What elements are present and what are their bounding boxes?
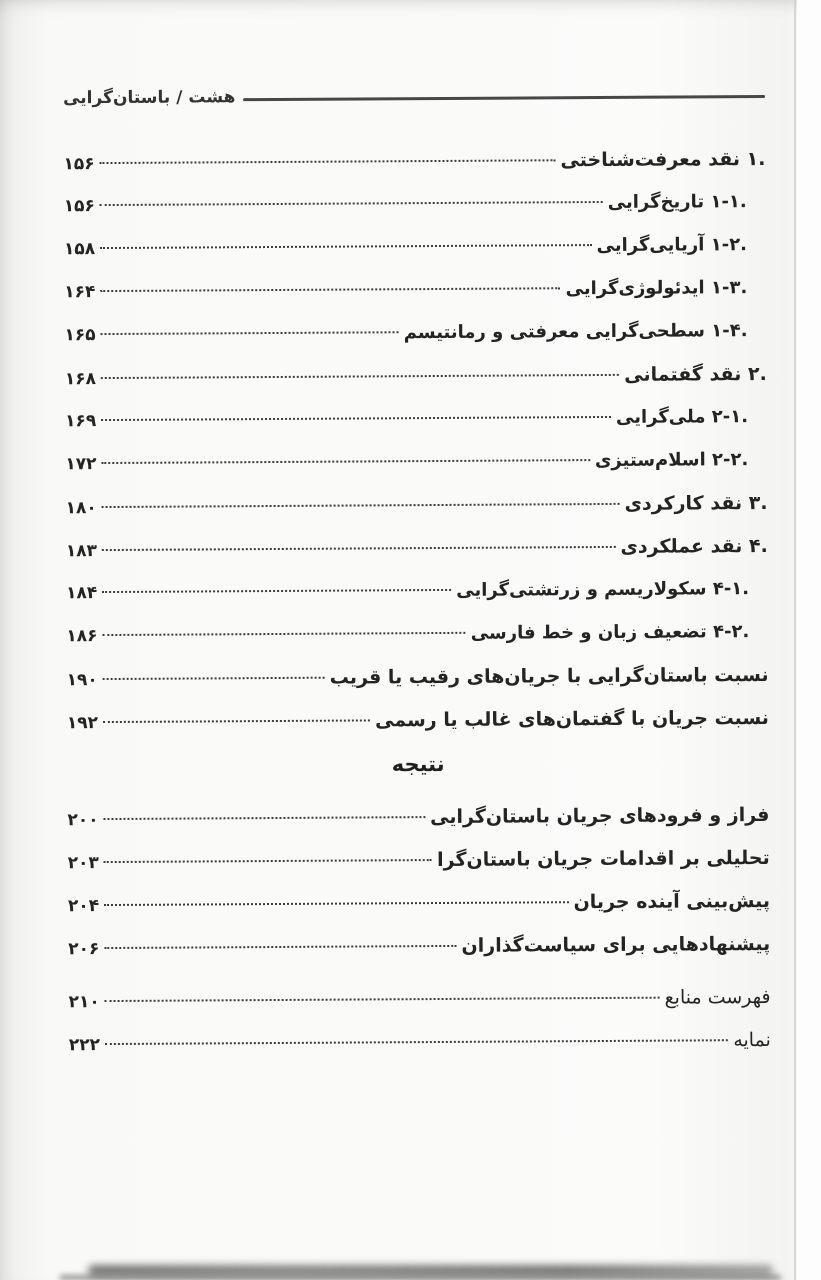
toc-entry-page-number: ۱۸۳ [65,541,98,562]
toc-entry-page-number: ۲۱۰ [68,992,100,1013]
dot-leader [104,945,456,949]
dot-leader [102,546,616,551]
toc-entry-title [608,191,747,213]
toc-entry [65,363,767,389]
toc-content [63,84,771,1076]
dot-leader [102,503,620,508]
toc-entry-title [624,363,767,386]
scan-bottom-shadow [60,1275,781,1280]
toc-entry-title [595,449,749,471]
toc-entry-text: تاریخ‌گرایی [607,191,705,213]
toc-entry-text: نقد معرفت‌شناختی [560,148,741,172]
toc-entry-page-number: ۱۵۶ [63,196,95,217]
toc-entry-title [375,707,769,731]
toc-entry-page-number: ۱۶۵ [64,325,96,346]
toc-entry-page-number: ۱۶۸ [64,369,96,390]
toc-entry-page-number: ۱۸۰ [65,498,97,519]
toc-entry-title [461,933,770,957]
toc-entry-page-number: ۲۰۴ [67,896,100,917]
toc-entry-text: نسبت جریان با گفتمان‌های غالب یا رسمی [375,706,769,732]
toc-entry [68,933,770,959]
dot-leader [100,244,591,249]
toc-list-conclusion [67,804,770,959]
toc-entry-number: ۳. [748,491,768,515]
dot-leader [101,374,619,379]
toc-list-backmatter [69,986,771,1055]
toc-entry-page-number: ۱۵۶ [63,154,95,175]
toc-entry-page-number: ۱۶۹ [64,411,97,432]
toc-entry-title [560,148,765,171]
toc-list-main [63,148,769,733]
toc-entry-title [437,847,770,871]
toc-entry-title [620,535,767,558]
toc-entry [67,707,769,733]
dot-leader [103,677,325,680]
toc-entry [64,277,766,303]
toc-entry-number: ۱. [746,147,766,171]
toc-entry-text: نقد کارکردی [624,492,743,515]
dot-leader [101,459,589,464]
toc-entry-text: آریایی‌گرایی [596,234,705,257]
dot-leader [101,331,399,335]
toc-entry-text: نقد عملکردی [620,535,743,558]
toc-entry-title [597,234,748,256]
toc-entry-text: تضعیف زبان و خط فارسی [470,621,707,644]
toc-entry-title [624,492,767,515]
toc-entry-page-number: ۱۶۴ [64,282,96,303]
toc-entry-title [616,406,748,428]
toc-entry-page-number: ۱۸۴ [66,583,98,604]
toc-entry-number: ۱-۳. [710,277,748,299]
page-edge-line [794,0,796,1280]
toc-entry-number: ۲-۱. [711,406,749,428]
toc-entry [64,191,766,217]
toc-entry-number: ۱-۱. [710,191,747,213]
toc-entry-text: نقد گفتمانی [624,363,742,386]
toc-entry-text: ایدئولوژی‌گرایی [565,277,705,300]
toc-entry [65,406,767,432]
toc-entry-number: ۱-۲. [710,234,748,256]
toc-entry-number: ۴-۱. [712,578,750,600]
dot-leader [105,1039,728,1045]
toc-entry-number: ۲. [747,362,767,386]
toc-entry-title [456,578,749,601]
toc-entry [69,986,771,1012]
toc-entry-text: سطحی‌گرایی معرفتی و رمانتیسم [403,320,706,344]
toc-entry-page-number: ۲۰۰ [67,810,99,831]
toc-entry-text: تحلیلی بر اقدامات جریان باستان‌گرا [437,846,770,872]
toc-entry [65,449,767,475]
toc-entry-page-number: ۲۲۲ [68,1035,101,1056]
toc-entry [66,578,768,604]
toc-entry [67,804,769,830]
dot-leader [102,632,465,636]
toc-entry-text: فهرست منابع [664,985,771,1009]
dot-leader [104,816,426,820]
toc-entry-page-number: ۱۵۸ [63,239,96,260]
running-head [63,84,765,108]
toc-entry-number: ۱-۴. [711,320,748,342]
toc-entry-number: ۴-۲. [713,621,750,643]
toc-entry-text: اسلام‌ستیزی [594,449,706,472]
toc-entry-number: ۲-۲. [711,449,749,471]
toc-entry-title [733,1029,771,1051]
toc-entry [64,234,766,260]
dot-leader [102,589,451,593]
dot-leader [100,287,560,292]
toc-entry [66,492,768,518]
toc-entry-page-number: ۱۷۲ [65,454,97,475]
toc-entry-page-number: ۱۹۰ [66,670,98,691]
dot-leader [103,719,370,723]
dot-leader [101,416,611,421]
dot-leader [100,159,556,164]
dot-leader [105,997,660,1002]
toc-entry [68,890,770,916]
toc-entry [66,621,768,647]
toc-entry-text: پیش‌بینی آینده جریان [573,889,771,914]
toc-entry-text: نمایه [733,1028,771,1052]
toc-entry-title [664,986,770,1009]
toc-entry-text: فراز و فرودهای جریان باستان‌گرایی [430,803,770,829]
toc-entry-title [330,664,769,689]
toc-entry-title [404,320,748,343]
toc-entry-title [566,277,748,299]
toc-entry-page-number: ۲۰۳ [67,853,99,874]
toc-entry-title [573,890,770,913]
toc-entry-title [471,621,750,644]
toc-entry-text: ملی‌گرایی [615,406,706,428]
dot-leader [104,901,568,906]
toc-entry [64,320,766,346]
toc-entry [67,664,769,690]
toc-entry [69,1029,771,1055]
toc-entry-number: ۴. [748,534,768,558]
dot-leader [100,201,603,206]
running-head-text: هشت / باستان‌گرایی [63,87,236,109]
toc-entry [68,847,770,873]
toc-entry-page-number: ۱۹۲ [66,713,99,734]
toc-entry-title [430,804,769,828]
toc-entry-text: پیشنهادهایی برای سیاست‌گذاران [461,932,771,957]
toc-entry-page-number: ۲۰۶ [68,939,100,960]
toc-entry-page-number: ۱۸۶ [66,626,98,647]
toc-entry [63,148,765,174]
page-edge-margin [797,0,821,1280]
running-head-rule [243,94,765,100]
conclusion-heading: نتیجه [391,751,445,777]
toc-entry-text: سکولاریسم و زرتشتی‌گرایی [456,578,707,601]
dot-leader [104,859,432,863]
toc-entry [66,535,768,561]
toc-entry-text: نسبت باستان‌گرایی با جریان‌های رقیب یا قریب [329,663,769,689]
